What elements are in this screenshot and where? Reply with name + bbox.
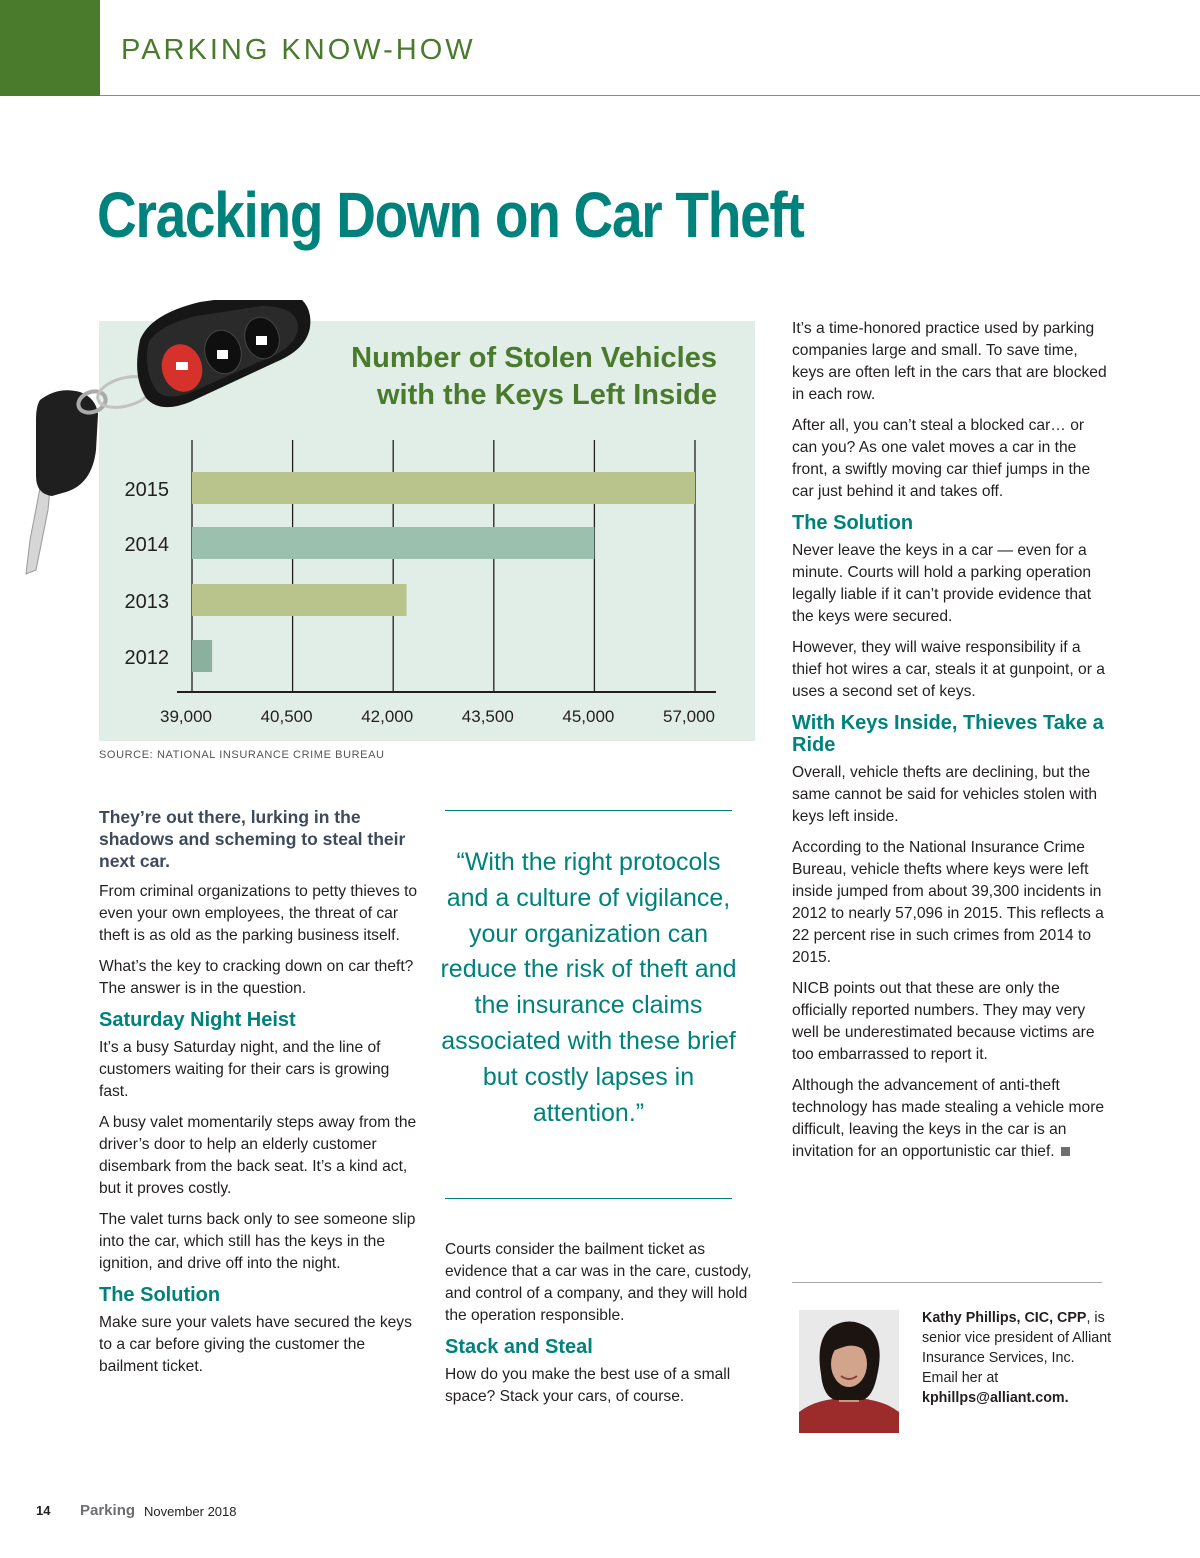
author-bio-text: , is senior vice president of Alliant Insurance Services, Inc. Email her at [922,1310,1112,1386]
author-portrait [799,1310,899,1433]
header-color-block [0,0,100,96]
tick-label: 39,000 [160,707,212,726]
paragraph: Overall, vehicle thefts are declining, but the same cannot be said for vehicles stolen with keys left inside. [792,764,1098,825]
paragraph: How do you make the best use of a small space? Stack your cars, of course. [445,1366,731,1405]
closing-text: Although the advancement of anti-theft technology has made stealing a vehicle more difficult, leaving the keys in the car is an invitation for an opportunistic car thief. [792,1077,1105,1160]
subhead-the-solution: The Solution [792,512,914,534]
paragraph: The valet turns back only to see someone slip into the car, which still has the keys in the ignition, and drive off into the night. [99,1211,416,1272]
paragraph: From criminal organizations to petty thieves to even your own employees, the threat of car theft is as old as the parking business itself. [99,883,418,944]
footer-date: November 2018 [144,1504,237,1519]
pull-quote: “With the right protocols and a culture of vigilance, your organization can reduce the risk of theft and the insurance claims associated with these brief but costly lapses in attention.” [440,848,737,1127]
bio-rule [792,1282,1102,1283]
paragraph: According to the National Insurance Crime Bureau, vehicle thefts where keys were left inside jumped from about 39,300 incidents in 2012 to nearly 57,096 in 2015. This reflects a 22 percent rise in such crimes from 2014 to 2015. [792,839,1104,966]
category-label: 2013 [124,591,169,613]
tick-label: 43,500 [461,707,514,726]
tick-labels [160,707,715,726]
author-email[interactable]: kphillps@alliant.com. [922,1390,1069,1406]
chart-title-line-1: Number of Stolen Vehicles [351,342,717,374]
author-bio [922,1308,1112,1408]
left-column [99,806,419,1387]
category-labels [125,479,170,669]
bar-2013 [192,584,407,616]
pull-quote-rule-top [445,810,732,811]
paragraph: A busy valet momentarily steps away from the driver’s door to help an elderly customer disembark from the back seat. It’s a kind act, but it proves costly. [99,1114,417,1197]
bar-2012 [192,640,212,672]
paragraph: What’s the key to cracking down on car theft? The answer is in the question. [99,958,414,997]
paragraph [792,1075,1112,1163]
category-label: 2015 [124,479,169,501]
tick-label: 45,000 [562,707,615,726]
subhead-the-solution: The Solution [99,1284,221,1306]
headline: Cracking Down on Car Theft [97,179,804,251]
category-label: 2012 [124,647,169,669]
paragraph: Make sure your valets have secured the keys to a car before giving the customer the bailment ticket. [99,1314,412,1375]
right-column [792,318,1112,1172]
bars [192,472,695,672]
subhead-keys-inside: With Keys Inside, Thieves Take a Ride [792,712,1104,756]
paragraph: It’s a time-honored practice used by parking companies large and small. To save time, keys are often left in the cars that are blocked in each row. [792,320,1107,403]
stolen-vehicles-chart [0,300,760,745]
pull-quote-rule-bottom [445,1198,732,1199]
paragraph: It’s a busy Saturday night, and the line of customers waiting for their cars is growing fast. [99,1039,390,1100]
chart-title-line-2: with the Keys Left Inside [377,379,717,411]
tick-label: 42,000 [361,707,414,726]
bar-2014 [192,527,594,559]
category-label: 2014 [124,534,169,556]
author-name: Kathy Phillips, CIC, CPP [922,1310,1087,1326]
section-label: PARKING KNOW-HOW [121,34,476,66]
subhead-stack-and-steal: Stack and Steal [445,1336,593,1358]
paragraph: NICB points out that these are only the officially reported numbers. They may very well be underestimated because victims are too embarrassed to report it. [792,980,1095,1063]
paragraph: After all, you can’t steal a blocked car… or can you? As one valet moves a car in the front, a swiftly moving car thief jumps in the car just behind it and takes off. [792,417,1091,500]
subhead-saturday-night-heist: Saturday Night Heist [99,1009,296,1031]
tick-label: 40,500 [260,707,313,726]
paragraph: Courts consider the bailment ticket as evidence that a car was in the care, custody, and control of a company, and they will hold the operation responsible. [445,1241,752,1324]
lead-paragraph: They’re out there, lurking in the shadows and scheming to steal their next car. [99,807,406,871]
page-number: 14 [36,1503,51,1518]
end-mark-icon [1061,1147,1070,1156]
header-rule [100,95,1200,96]
middle-column [445,1239,765,1417]
chart-source: SOURCE: NATIONAL INSURANCE CRIME BUREAU [99,749,385,761]
paragraph: Never leave the keys in a car — even for a minute. Courts will hold a parking operation legally liable if it can’t provide evidence that the keys were secured. [792,542,1092,625]
bar-2015 [192,472,695,504]
tick-label: 57,000 [663,707,715,726]
footer-magazine: Parking [80,1502,136,1519]
paragraph: However, they will waive responsibility if a thief hot wires a car, steals it at gunpoint, or a uses a second set of keys. [792,639,1105,700]
